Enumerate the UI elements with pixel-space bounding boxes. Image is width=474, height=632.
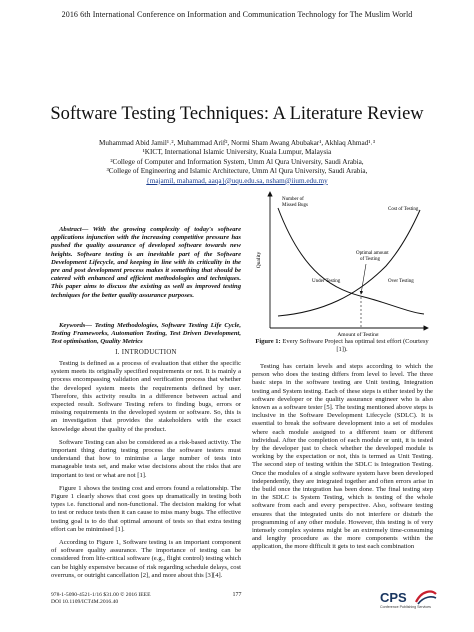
logo-text: CPS <box>380 590 407 605</box>
intro-paragraph-1: Testing is defined as a process of evaluation that either the specific system meets its originally specified requirements or not. It is mainly a process encompassing validation and verification process that whether the developed system meets the requirements defined by user. Therefore, this activity results in a difference between actual and expected result. Software Testing refers to finding bugs, errors or missing requirements in the developed system or software. So, this is an investigation that provides the stakeholders with the exact knowledge about the quality of the product. <box>51 360 241 433</box>
keywords <box>51 322 241 347</box>
author-emails[interactable]: {majamil, mahamad, aaqa}@uqu.edu.sa, nsham@iium.edu.my <box>146 176 328 185</box>
figure-1-diagram <box>248 186 433 336</box>
paper-title: Software Testing Techniques: A Literature Review <box>50 104 424 124</box>
x-axis-label: Amount of Testing <box>337 332 379 336</box>
missed-bugs-curve <box>278 208 424 314</box>
caption-text: Every Software Project has optimal test effort (Courtesy [1]). <box>280 338 429 354</box>
doi: DOI 10.1109/ICT4M.2016.40 <box>51 598 119 605</box>
logo-swoosh-icon <box>414 588 438 606</box>
cps-logo <box>380 588 440 614</box>
label-optimal-1: Optimal amount <box>356 251 389 256</box>
author-block <box>40 139 434 186</box>
caption-label: Figure 1: <box>255 338 281 345</box>
right-column-body <box>252 363 433 552</box>
label-missed-bugs-2: Missed Bugs <box>282 203 308 208</box>
abstract-text: With the growing complexity of today's software applications injunction with the increasing competitive pressure has pushed the quality assurance of developed software towards new heights. Software testing is an inevitable part of the Software Development Lifecycle, and keeping in line with its criticality in the pre and post development process makes it something that should be catered with enhanced and efficient methodologies and techniques. This paper aims to discuss the existing as well as improved testing techniques for the better quality assurance purposes. <box>51 226 241 299</box>
author-names: Muhammad Abid Jamil¹˒², Muhammad Arif², Normi Sham Awang Abubakar¹, Akhlaq Ahmad¹˒³ <box>99 139 375 147</box>
isbn: 978-1-5090-4521-1/16 $31.00 © 2016 IEEE <box>51 592 151 598</box>
label-missed-bugs-1: Number of <box>282 197 304 202</box>
conference-header: 2016 6th International Conference on Information and Communication Technology for The Muslim World <box>61 10 413 19</box>
keywords-text: Testing Methodologies, Software Testing Life Cycle, Testing Frameworks, Automation Testing, Test Driven Development, Test optimisation, Quality Metrics <box>51 322 241 346</box>
affiliation-2: ²College of Computer and Information System, Umm Al Qura University, Saudi Arabia, <box>110 157 364 166</box>
label-cost: Cost of Testing <box>388 207 419 212</box>
intro-paragraph-3: Figure 1 shows the testing cost and errors found a relationship. The Figure 1 clearly shows that cost goes up dramatically in testing both types i.e. functional and non-functional. The decision making for what to test or reduce tests then it can cause to miss many bugs. The effective testing goal is to do that optimal amount of tests so that extra testing effort can be minimised [1]. <box>51 484 242 533</box>
label-over-testing: Over Testing <box>388 279 414 284</box>
affiliation-1: ¹KICT, International Islamic University, Kuala Lumpur, Malaysia <box>142 148 332 157</box>
abstract-label: Abstract— <box>59 226 89 233</box>
intro-paragraph-2: Software Testing can also be considered as a risk-based activity. The important thing during testing process the software testers must understand that how to minimise a large number of tests into manageable tests set, and make wise decisions about the risks that are important to test or what are not [1]. <box>51 438 241 479</box>
left-column-body <box>51 360 241 585</box>
optimal-arrow <box>361 264 366 294</box>
figure-1-caption <box>252 338 432 354</box>
intro-paragraph-4: According to Figure 1, Software testing is an important component of software quality assurance. The importance of testing can be considered from life-critical software (e.g., flight control) testing which can be highly expensive because of risk regarding schedule delays, cost overruns, or outright cancellation [2], and more about this [3][4]. <box>51 539 241 579</box>
keywords-label: Keywords— <box>59 322 92 329</box>
testing-levels-paragraph: Testing has certain levels and steps according to which the person who does the testing differs from level to level. The three basic steps in the software testing are Unit testing, Integration testing and System testing. Each of these steps is either tested by the software developer or the quality assurance engineer who is also known as a software tester [5]. The testing mentioned above steps is inclusive in the Software Development Lifecycle (SDLC). It is essential to break the software development into a set of modules where each module assigned to a different team or different individual. After the completion of each module or unit, it is tested by the developer just to check whether the developed module is working by the expectation or not, this is termed as Unit Testing. The second step of testing within the SDLC is Integration Testing. Once the modules of a single software system have been developed independently, they are integrated together and often errors arise in the build once the integration has been done. The final testing step in the SDLC is System Testing, which is testing of the whole software from each and every perspective. Also, software testing ensures that the integrated units do not interfere or disturb the programming of any other module. However, this testing is of very intensely complex systems might be an extremely time-consuming and lengthy procedure as the more components within the application, the more difficult it gets to test each combination <box>252 363 433 551</box>
abstract <box>51 226 241 300</box>
label-optimal-2: of Testing <box>360 257 380 262</box>
y-axis-label: Quality <box>256 251 262 269</box>
label-under-testing: Under Testing <box>312 279 341 284</box>
figure-1 <box>248 186 433 336</box>
page-number: 177 <box>232 592 242 598</box>
affiliation-3: ³College of Engineering and Islamic Architecture, Umm Al Qura University, Saudi Arabia, <box>106 167 368 176</box>
cost-curve <box>278 210 420 316</box>
section-heading-introduction: I. INTRODUCTION <box>115 349 177 356</box>
logo-subtext: Conference Publishing Services <box>380 605 431 609</box>
